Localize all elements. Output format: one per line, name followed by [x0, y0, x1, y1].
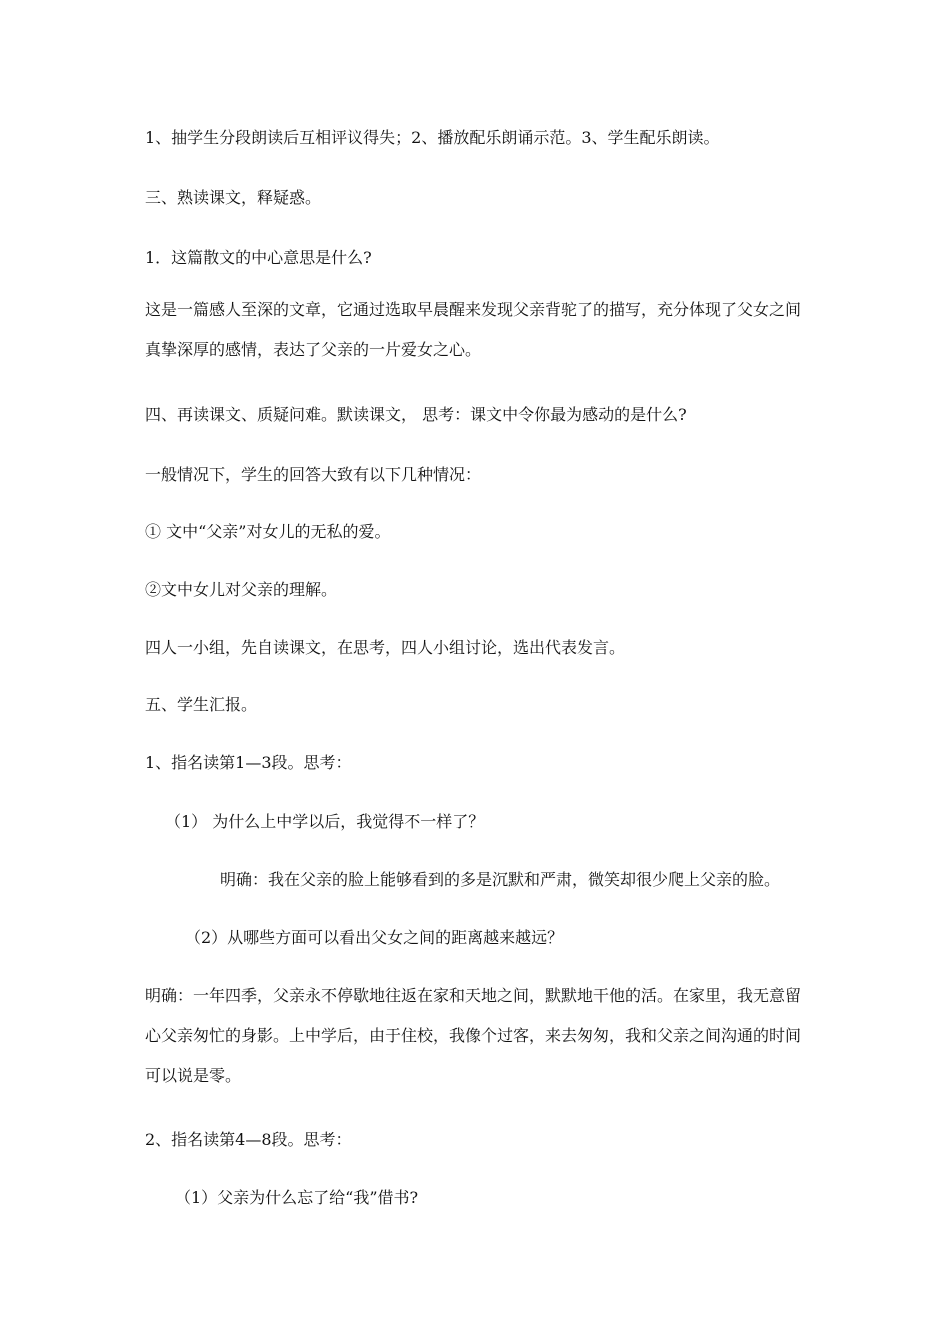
list-item-1: ① 文中“父亲”对女儿的无私的爱。	[145, 522, 391, 541]
section-heading-5: 五、学生汇报。	[145, 695, 258, 714]
answer-1: 明确：我在父亲的脸上能够看到的多是沉默和严肃，微笑却很少爬上父亲的脸。	[220, 870, 781, 889]
question-3: （1）父亲为什么忘了给“我”借书?	[175, 1188, 419, 1207]
section-heading-4: 四、再读课文、质疑问难。默读课文， 思考：课文中令你最为感动的是什么?	[145, 405, 687, 424]
section-heading-3: 三、熟读课文，释疑惑。	[145, 188, 322, 207]
paragraph-activity-steps: 1、抽学生分段朗读后互相评议得失；2、播放配乐朗诵示范。3、学生配乐朗读。	[145, 128, 720, 147]
question-main-idea: 1．这篇散文的中心意思是什么?	[145, 248, 372, 267]
reading-task-2: 2、指名读第4—8段。思考：	[145, 1130, 352, 1149]
question-2: （2）从哪些方面可以看出父女之间的距离越来越远？	[185, 928, 564, 947]
paragraph-student-answers-intro: 一般情况下，学生的回答大致有以下几种情况：	[145, 465, 482, 484]
paragraph-group-discussion: 四人一小组，先自读课文，在思考，四人小组讨论，选出代表发言。	[145, 638, 626, 657]
question-1: （1） 为什么上中学以后，我觉得不一样了？	[165, 812, 485, 831]
answer-main-idea: 这是一篇感人至深的文章，它通过选取早晨醒来发现父亲背驼了的描写，充分体现了父女之间真挚深厚的感情，表达了父亲的一片爱女之心。	[145, 300, 802, 359]
list-item-2: ②文中女儿对父亲的理解。	[145, 580, 338, 599]
reading-task-1: 1、指名读第1—3段。思考：	[145, 753, 352, 772]
answer-2: 明确：一年四季，父亲永不停歇地往返在家和天地之间，默默地干他的活。在家里，我无意留心父亲匆忙的身影。上中学后，由于住校，我像个过客，来去匆匆，我和父亲之间沟通的时间可以说是零。	[145, 986, 802, 1085]
